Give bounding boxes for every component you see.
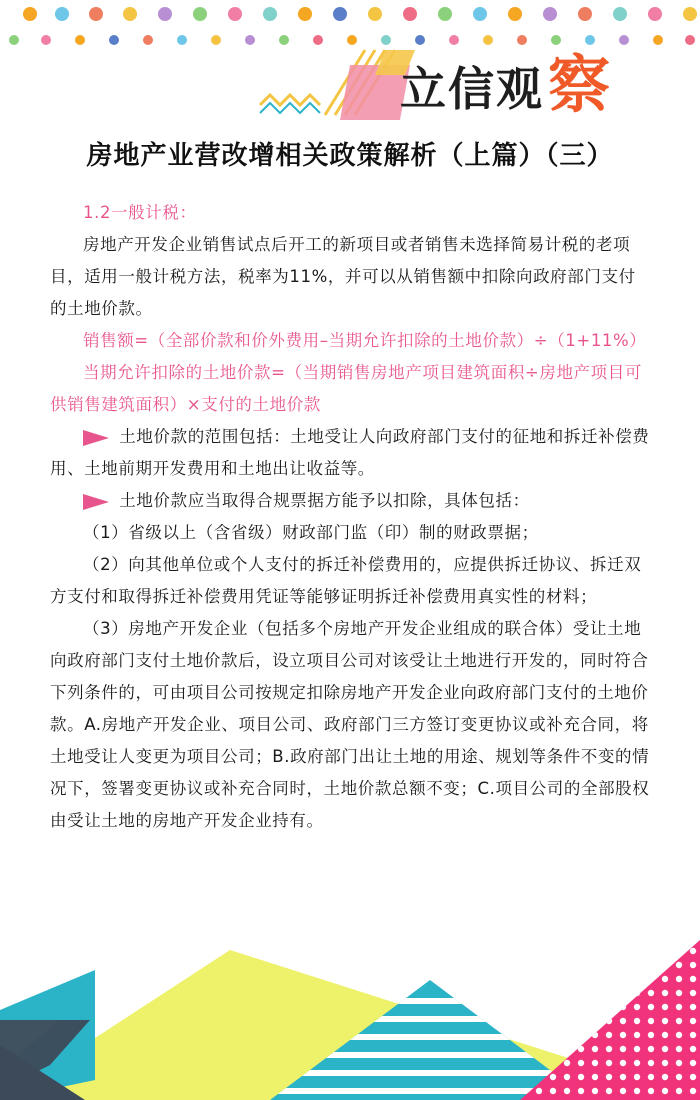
formula-land-deduction: 当期允许扣除的土地价款=（当期销售房地产项目建筑面积÷房地产项目可供销售建筑面积）×支付的土地价款 [50, 363, 642, 414]
paragraph: 房地产开发企业销售试点后开工的新项目或者销售未选择简易计税的老项目，适用一般计税方法，税率为11%，并可以从销售额中扣除向政府部门支付的土地价款。 [50, 235, 636, 318]
bullet-item [50, 421, 652, 485]
list-item: （1）省级以上（含省级）财政部门监（印）制的财政票据； [83, 523, 539, 542]
bullet-text: 土地价款应当取得合规票据方能予以扣除，具体包括： [119, 491, 530, 510]
bullet-item [50, 485, 652, 517]
brand-accent-text: 察 [548, 48, 611, 121]
bullet-text: 土地价款的范围包括：土地受让人向政府部门支付的征地和拆迁补偿费用、土地前期开发费用和土地出让收益等。 [50, 427, 650, 478]
list-item: （3）房地产开发企业（包括多个房地产开发企业组成的联合体）受让土地向政府部门支付土地价款后，设立项目公司对该受让土地进行开发的，同时符合下列条件的，可由项目公司按规定扣除房地产开发企业向政府部门支付的土地价款。A.房地产开发企业、项目公司、政府部门三方签订变更协议或补充合同，将土地受让人变更为项目公司；B.政府部门出让土地的用途、规划等条件不变的情况下，签署变更协议或补充合同时，土地价款总额不变；C.项目公司的全部股权由受让土地的房地产开发企业持有。 [50, 619, 650, 830]
brand-main-text: 立信观 [400, 62, 544, 116]
formula-sales: 销售额=（全部价款和价外费用–当期允许扣除的土地价款）÷（1+11%） [83, 331, 647, 350]
brand-logo [400, 48, 611, 121]
page-title: 房地产业营改增相关政策解析（上篇）（三） [86, 141, 614, 171]
list-item: （2）向其他单位或个人支付的拆迁补偿费用的，应提供拆迁协议、拆迁双方支付和取得拆迁补偿费用凭证等能够证明拆迁补偿费用真实性的材料； [50, 555, 642, 606]
footer-decoration [0, 930, 700, 1100]
arrow-bullet-icon [83, 430, 109, 446]
arrow-bullet-icon [83, 494, 109, 510]
section-heading: 1.2一般计税： [83, 203, 197, 222]
article-body [50, 197, 652, 837]
